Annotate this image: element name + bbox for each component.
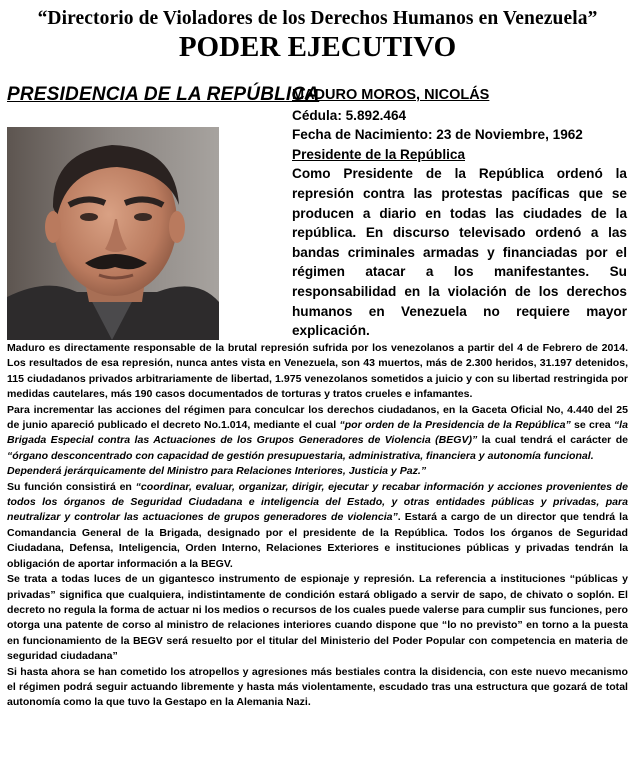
section-title: PRESIDENCIA DE LA REPÚBLICA	[7, 84, 320, 105]
paragraph-4-text-c: . Estará a cargo de un director que tendrá la Comandancia General de la Brigada, designado por el presidente de la República. Todos los órganos de Seguridad Ciudadana, Defensa, Inteligencia, Orden Interno, Relaciones Exteriores e instituciones públicas y privadas tendrán la obligación de aportar información a la BEGV.	[7, 511, 628, 570]
paragraph-2-text-a: Para incrementar las acciones del régimen para conculcar los derechos ciudadanos, en la Gaceta Oficial No, 4.440 del 25 de junio apareció publicado el decreto No.1.014, mediante el cual	[7, 403, 628, 432]
paragraph-1: Maduro es directamente responsable de la brutal represión sufrida por los venezolanos a partir del 4 de Febrero de 2014. Los resultados de esa represión, nunca antes vista en Venezuela, son 43 muertos, más de 2.300 heridos, 31.197 detenidos, 115 ciudadanos privados arbitrariamente de libertad, 1.975 venezolanos sometidos a juicio y con su libertad restringida por medidas cautelares, más 190 casos documentados de torturas y tratos crueles e infamantes.	[7, 342, 628, 401]
paragraph-5: Se trata a todas luces de un gigantesco instrumento de espionaje y represión. La referencia a instituciones “públicas y privadas” significa que cualquiera, indistintamente de condición estará obligado a servir de sapo, de chivato o soplón. El decreto no regula la forma de actuar ni los medios o recursos de los cuales puede valerse para cumplir sus funciones, pero otorga una patente de corso al ministro de relaciones interiores cuando dispone que “lo no previsto” en torno a la puesta en funcionamiento de la BEGV será resuelto por el titular del Ministerio del Poder Popular con competencia en materia de seguridad ciudadana”	[7, 573, 628, 663]
person-position: Presidente de la República	[292, 146, 466, 162]
portrait-photo	[7, 127, 219, 340]
paragraph-4-text-a: Su función consistirá en	[7, 480, 136, 493]
person-cedula: Cédula: 5.892.464	[292, 107, 407, 123]
paragraph-2-quote-3: “órgano desconcentrado con capacidad de gestión presupuestaria, administrativa, financiera y autonomía funcional.	[7, 449, 594, 462]
paragraph-6: Si hasta ahora se han cometido los atropellos y agresiones más bestiales contra la disidencia, con este nuevo mecanismo el régimen podrá seguir actuando libremente y hasta más violentamente, escudado tras una estructura que gozará de total autonomía como la que tuvo la Gestapo en la Alemania Nazi.	[7, 665, 628, 709]
article-body	[7, 341, 628, 711]
paragraph-2-quote-2: “la Brigada Especial contra las Actuaciones de los Grupos Generadores de Violencia (BEGV)”	[7, 419, 628, 447]
person-info	[292, 86, 627, 341]
person-summary: Como Presidente de la República ordenó la represión contra las protestas pacíficas que se producen a diario en todas las ciudades de la república. En discurso televisado ordenó a las bandas criminales armadas y financiadas por el régimen atacar a los manifestantes. Su responsabilidad en la violación de los derechos humanos en Venezuela no requiere mayor explicación.	[292, 166, 627, 339]
branch-title: PODER EJECUTIVO	[178, 31, 457, 63]
paragraph-2-text-e: la cual tendrá el carácter de	[477, 434, 629, 447]
paragraph-4-quote: “coordinar, evaluar, organizar, dirigir, ejecutar y recabar información y acciones provenientes de todos los órganos de Seguridad Ciudadana e inteligencia del Estado, y otras entidades públicas y privadas, para neutralizar y controlar las actuaciones de grupos generadores de violencia”	[7, 480, 628, 524]
paragraph-3: Dependerá jerárquicamente del Ministro para Relaciones Interiores, Justicia y Paz.”	[7, 465, 427, 478]
paragraph-4	[7, 480, 628, 572]
paragraph-2	[7, 403, 628, 465]
paragraph-2-text-c: se crea	[570, 419, 614, 432]
person-birth-date: Fecha de Nacimiento: 23 de Noviembre, 1962	[292, 127, 583, 143]
paragraph-2-quote-1: “por orden de la Presidencia de la República”	[339, 419, 571, 432]
directory-title: “Directorio de Violadores de los Derechos Humanos en Venezuela”	[37, 8, 598, 29]
person-name: MADURO MOROS, NICOLÁS	[292, 87, 490, 103]
